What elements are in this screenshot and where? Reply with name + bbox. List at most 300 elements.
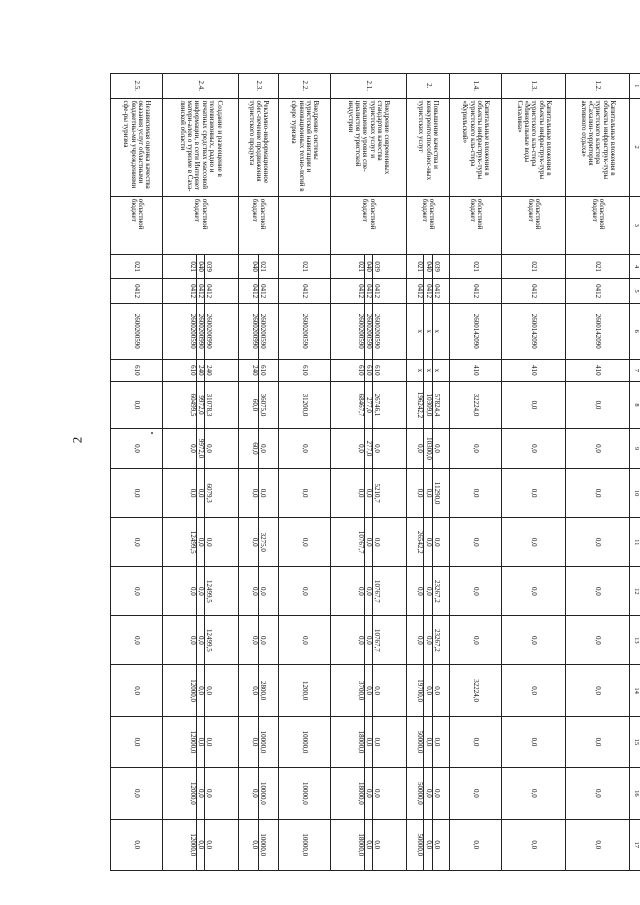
column-number: 11 bbox=[630, 518, 640, 567]
value-cell-c4 bbox=[502, 254, 566, 279]
value-line: 50000,0 bbox=[416, 730, 425, 754]
value-line: 0,0 bbox=[472, 488, 481, 498]
value-cell-c14 bbox=[279, 665, 331, 716]
value-line: 0,0 bbox=[188, 444, 197, 453]
value-line: 19700,0 bbox=[416, 679, 425, 703]
value-cell-c11 bbox=[502, 518, 566, 567]
value-cell-c10 bbox=[279, 469, 331, 518]
event-name-cell: Капитальные вложения в объекты инфраструк-туры туристского кла-стера «Курильский» bbox=[450, 98, 502, 196]
value-line: 0,0 bbox=[432, 665, 440, 715]
value-line: 021 bbox=[472, 261, 481, 272]
value-cell-c6 bbox=[450, 303, 502, 359]
value-cell-c16 bbox=[163, 768, 239, 819]
value-line: 9972,0 bbox=[196, 382, 204, 428]
value-line: 2600200990 bbox=[250, 313, 259, 349]
value-line: 039 bbox=[372, 255, 380, 279]
value-cell-c4 bbox=[331, 254, 407, 279]
row-number-cell: 1.3. bbox=[502, 74, 566, 99]
value-line: 60,0 bbox=[250, 398, 259, 412]
value-cell-c12 bbox=[163, 567, 239, 616]
value-line: 0,0 bbox=[188, 488, 197, 498]
value-line: 021 bbox=[258, 255, 266, 279]
value-line: 57824,4 bbox=[432, 382, 440, 428]
value-line: 021 bbox=[133, 261, 142, 272]
value-line: 26746,1 bbox=[372, 382, 380, 428]
value-cell-c11 bbox=[450, 518, 502, 567]
value-cell-c4 bbox=[111, 254, 163, 279]
value-line: 10300,0 bbox=[423, 429, 431, 468]
funding-source-cell bbox=[279, 196, 331, 254]
value-line: 610 bbox=[372, 360, 380, 381]
value-cell-c8 bbox=[238, 382, 278, 429]
value-line: 0,0 bbox=[301, 636, 310, 645]
event-name-cell: Капитальные вложения в объекты инфраструк-туры туристского кластера «Сахалин-территория активного отдыха» bbox=[566, 98, 630, 196]
value-line: 2600200590 bbox=[356, 313, 365, 349]
value-cell-c8 bbox=[331, 382, 407, 429]
value-line: 0,0 bbox=[196, 768, 204, 818]
value-cell-c6 bbox=[331, 303, 407, 359]
value-line: 410 bbox=[594, 365, 603, 376]
value-cell-c16 bbox=[111, 768, 163, 819]
value-line: 0,0 bbox=[530, 737, 539, 747]
value-line: 10767,7 bbox=[372, 567, 380, 615]
value-line: 0,0 bbox=[133, 488, 142, 498]
value-cell-c12 bbox=[331, 567, 407, 616]
row-number-cell: 2.4. bbox=[163, 74, 239, 99]
value-line: 0,0 bbox=[530, 488, 539, 498]
value-line: 0,0 bbox=[416, 488, 425, 498]
value-line: 0,0 bbox=[133, 686, 142, 696]
row-number-cell: 2. bbox=[406, 74, 449, 99]
value-cell-c8 bbox=[502, 382, 566, 429]
value-line: 0,0 bbox=[372, 717, 380, 767]
value-line: 60,0 bbox=[250, 442, 259, 455]
value-cell-c15 bbox=[450, 716, 502, 767]
column-number: 5 bbox=[630, 279, 640, 304]
value-line: 0,0 bbox=[432, 768, 440, 818]
value-line: 23267,2 bbox=[432, 567, 440, 615]
value-line: 0,0 bbox=[364, 616, 372, 664]
value-line: 0412 bbox=[258, 279, 266, 303]
value-cell-c14 bbox=[111, 665, 163, 716]
value-line: 2600200590 bbox=[133, 313, 142, 349]
value-line: 0,0 bbox=[188, 586, 197, 596]
budget-table bbox=[110, 73, 640, 871]
row-number-cell: 2.1. bbox=[331, 74, 407, 99]
value-cell-c15 bbox=[111, 716, 163, 767]
value-line: 410 bbox=[530, 365, 539, 376]
value-line: 0,0 bbox=[432, 717, 440, 767]
funding-source-cell: областной бюджет bbox=[450, 196, 502, 254]
value-line: 0,0 bbox=[204, 665, 212, 715]
value-cell-c11 bbox=[566, 518, 630, 567]
value-line: 0,0 bbox=[250, 737, 259, 747]
value-line: 0,0 bbox=[204, 820, 212, 870]
value-line: 3275,0 bbox=[258, 518, 266, 566]
column-number: 14 bbox=[630, 665, 640, 716]
value-cell-c7 bbox=[406, 359, 449, 381]
value-line: 0,0 bbox=[133, 840, 142, 850]
table-row bbox=[279, 74, 331, 871]
value-cell-c10 bbox=[566, 469, 630, 518]
value-line: 18000,0 bbox=[356, 833, 365, 857]
value-cell-c15 bbox=[406, 716, 449, 767]
value-line: 0412 bbox=[301, 284, 310, 299]
value-line: 610 bbox=[188, 365, 197, 376]
value-line: 0,0 bbox=[530, 686, 539, 696]
event-name-cell: Внедрение системы туристской навигации и инновационных техно-логий в сфере туризма bbox=[279, 98, 331, 196]
value-cell-c13 bbox=[502, 616, 566, 665]
event-name-cell: Рекламно-информационное обес-печение продвижения туристского продукта bbox=[238, 98, 278, 196]
value-line: 0,0 bbox=[530, 788, 539, 798]
value-line: 10000,0 bbox=[301, 833, 310, 857]
value-line: 0,0 bbox=[250, 488, 259, 498]
column-number: 1 bbox=[630, 74, 640, 99]
value-cell-c7 bbox=[331, 359, 407, 381]
value-cell-c4 bbox=[450, 254, 502, 279]
funding-source-cell: областной бюджет bbox=[238, 196, 278, 254]
value-cell-c5 bbox=[163, 279, 239, 304]
value-line: 0,0 bbox=[250, 636, 259, 645]
event-name-cell: Повышение качества и конкурентоспособнос-ных туристских услуг bbox=[406, 98, 449, 196]
value-line: 0412 bbox=[133, 284, 142, 299]
value-line: 2600200590 bbox=[258, 304, 266, 359]
value-line: 12000,0 bbox=[188, 833, 197, 857]
value-line: 0,0 bbox=[594, 686, 603, 696]
table-row bbox=[163, 74, 239, 871]
value-line: 0,0 bbox=[250, 840, 259, 850]
value-line: 0,0 bbox=[423, 717, 431, 767]
value-line: 0412 bbox=[196, 279, 204, 303]
value-cell-c9 bbox=[502, 428, 566, 468]
value-line: x bbox=[423, 304, 431, 359]
value-line: 0,0 bbox=[364, 665, 372, 715]
value-line: 0,0 bbox=[530, 586, 539, 596]
value-cell-c17 bbox=[406, 819, 449, 870]
value-line: 2600142090 bbox=[530, 313, 539, 349]
value-cell-c6 bbox=[566, 303, 630, 359]
value-line: 0,0 bbox=[472, 537, 481, 547]
value-line: 040 bbox=[423, 255, 431, 279]
value-line: 32224,0 bbox=[472, 679, 481, 703]
value-line: 23267,2 bbox=[432, 616, 440, 664]
value-cell-c10 bbox=[163, 469, 239, 518]
value-cell-c13 bbox=[406, 616, 449, 665]
funding-source-cell: областной бюджет bbox=[502, 196, 566, 254]
value-cell-c14 bbox=[502, 665, 566, 716]
value-line: 0,0 bbox=[372, 429, 380, 468]
value-cell-c14 bbox=[163, 665, 239, 716]
value-line: 0,0 bbox=[372, 768, 380, 818]
value-cell-c17 bbox=[450, 819, 502, 870]
value-cell-c11 bbox=[406, 518, 449, 567]
value-cell-c5 bbox=[450, 279, 502, 304]
value-line: 0,0 bbox=[530, 636, 539, 645]
value-cell-c8 bbox=[406, 382, 449, 429]
value-cell-c12 bbox=[279, 567, 331, 616]
event-name-cell: Капитальные вложения в объекты инфраструк-туры туристского кла-стера «Минеральные воды Сахалина» bbox=[502, 98, 566, 196]
table-row bbox=[450, 74, 502, 871]
value-line: 0,0 bbox=[356, 444, 365, 453]
value-line: 0412 bbox=[416, 284, 425, 299]
value-line: 0412 bbox=[372, 279, 380, 303]
value-line: 240 bbox=[204, 360, 212, 381]
value-cell-c6 bbox=[111, 303, 163, 359]
value-line: 0,0 bbox=[133, 444, 142, 453]
value-line: 610 bbox=[301, 365, 310, 376]
value-line: 021 bbox=[301, 261, 310, 272]
value-line: 0,0 bbox=[356, 636, 365, 645]
value-line: 10767,7 bbox=[372, 616, 380, 664]
value-line: 0412 bbox=[530, 284, 539, 299]
value-line: 2600200990 bbox=[204, 304, 212, 359]
value-cell-c8 bbox=[279, 382, 331, 429]
funding-source-cell: областной бюджет bbox=[406, 196, 449, 254]
value-cell-c10 bbox=[331, 469, 407, 518]
value-line: 36075,0 bbox=[258, 382, 266, 428]
column-number: 8 bbox=[630, 382, 640, 429]
value-cell-c5 bbox=[331, 279, 407, 304]
value-line: 18000,0 bbox=[356, 781, 365, 805]
value-line: 0,0 bbox=[301, 586, 310, 596]
value-line: 0,0 bbox=[133, 537, 142, 547]
value-cell-c15 bbox=[163, 716, 239, 767]
table-row bbox=[406, 74, 449, 871]
value-cell-c16 bbox=[331, 768, 407, 819]
value-line: 12000,0 bbox=[188, 730, 197, 754]
value-cell-c9 bbox=[111, 428, 163, 468]
value-cell-c13 bbox=[279, 616, 331, 665]
value-line: 12499,5 bbox=[204, 616, 212, 664]
column-number: 3 bbox=[630, 196, 640, 254]
value-cell-c14 bbox=[331, 665, 407, 716]
value-cell-c7 bbox=[450, 359, 502, 381]
value-line: 0,0 bbox=[196, 820, 204, 870]
table-row bbox=[331, 74, 407, 871]
value-line: 0,0 bbox=[364, 469, 372, 517]
value-line: 0,0 bbox=[250, 788, 259, 798]
value-cell-c16 bbox=[279, 768, 331, 819]
value-cell-c17 bbox=[279, 819, 331, 870]
value-line: x bbox=[416, 368, 425, 373]
value-cell-c14 bbox=[566, 665, 630, 716]
funding-source-cell: областной бюджет bbox=[566, 196, 630, 254]
value-cell-c8 bbox=[163, 382, 239, 429]
value-cell-c17 bbox=[111, 819, 163, 870]
value-cell-c5 bbox=[566, 279, 630, 304]
value-line: 0,0 bbox=[372, 820, 380, 870]
value-line: 0,0 bbox=[423, 768, 431, 818]
value-line: 0412 bbox=[423, 279, 431, 303]
value-line: 0412 bbox=[188, 284, 197, 299]
value-line: 0,0 bbox=[204, 429, 212, 468]
value-cell-c15 bbox=[331, 716, 407, 767]
value-cell-c7 bbox=[502, 359, 566, 381]
value-line: 0412 bbox=[472, 284, 481, 299]
value-line: 60499,5 bbox=[188, 393, 197, 417]
value-line: 10000,0 bbox=[301, 730, 310, 754]
value-line: 0,0 bbox=[423, 567, 431, 615]
value-line: 2600200590 bbox=[301, 313, 310, 349]
value-line: 410 bbox=[472, 365, 481, 376]
value-cell-c9 bbox=[566, 428, 630, 468]
value-line: 0,0 bbox=[258, 567, 266, 615]
value-cell-c11 bbox=[331, 518, 407, 567]
value-line: 2600200590 bbox=[188, 313, 197, 349]
value-cell-c4 bbox=[566, 254, 630, 279]
value-cell-c9 bbox=[331, 428, 407, 468]
value-line: 0,0 bbox=[594, 444, 603, 453]
event-name-cell: Создание и размещение в телевизионных, радио и печатных средствах массовой информации, в сети Интернет матери-алов о туризме в Саха-линской области bbox=[163, 98, 239, 196]
value-cell-c6 bbox=[502, 303, 566, 359]
value-line: 10000,0 bbox=[301, 781, 310, 805]
value-line: 0,0 bbox=[196, 616, 204, 664]
value-line: 11290,0 bbox=[432, 469, 440, 517]
column-number: 4 bbox=[630, 254, 640, 279]
value-line: 0,0 bbox=[356, 488, 365, 498]
value-line: 10000,0 bbox=[258, 717, 266, 767]
value-line: 0,0 bbox=[472, 444, 481, 453]
value-line: 196242,2 bbox=[416, 391, 425, 419]
value-cell-c10 bbox=[111, 469, 163, 518]
value-line: 0,0 bbox=[196, 567, 204, 615]
value-line: 610 bbox=[364, 360, 372, 381]
column-number: 10 bbox=[630, 469, 640, 518]
column-number: 13 bbox=[630, 616, 640, 665]
value-cell-c9 bbox=[406, 428, 449, 468]
value-cell-c8 bbox=[111, 382, 163, 429]
value-cell-c7 bbox=[279, 359, 331, 381]
value-line: 12499,5 bbox=[204, 567, 212, 615]
value-line: 0,0 bbox=[196, 665, 204, 715]
value-cell-c11 bbox=[111, 518, 163, 567]
value-line: 0,0 bbox=[356, 586, 365, 596]
value-cell-c17 bbox=[331, 819, 407, 870]
value-cell-c5 bbox=[406, 279, 449, 304]
value-cell-c6 bbox=[238, 303, 278, 359]
table-row bbox=[502, 74, 566, 871]
funding-source-cell: областной бюджет bbox=[163, 196, 239, 254]
value-cell-c13 bbox=[566, 616, 630, 665]
page-number: 2 bbox=[69, 436, 85, 444]
value-line: 0,0 bbox=[594, 737, 603, 747]
value-line: 18000,0 bbox=[356, 730, 365, 754]
event-name-cell: Независимая оценка качества оказания услуг областными бюджетны-ми учреждениями сфе-ры туризма bbox=[111, 98, 163, 196]
value-line: 0,0 bbox=[594, 400, 603, 410]
value-line: 0,0 bbox=[250, 686, 259, 696]
value-cell-c12 bbox=[450, 567, 502, 616]
value-cell-c8 bbox=[450, 382, 502, 429]
column-number-row bbox=[630, 74, 640, 871]
table-body bbox=[111, 74, 640, 871]
value-cell-c16 bbox=[502, 768, 566, 819]
value-cell-c12 bbox=[502, 567, 566, 616]
value-line: 0,0 bbox=[594, 537, 603, 547]
value-line: 10309,0 bbox=[423, 382, 431, 428]
value-line: 12499,5 bbox=[188, 530, 197, 554]
value-line: 0,0 bbox=[530, 400, 539, 410]
value-line: 50000,0 bbox=[416, 833, 425, 857]
value-cell-c5 bbox=[238, 279, 278, 304]
table-row bbox=[238, 74, 278, 871]
value-line: 0412 bbox=[204, 279, 212, 303]
value-line: 26542,2 bbox=[416, 530, 425, 554]
value-line: 0,0 bbox=[301, 537, 310, 547]
row-number-cell: 1.2. bbox=[566, 74, 630, 99]
value-cell-c11 bbox=[163, 518, 239, 567]
value-line: 0,0 bbox=[594, 788, 603, 798]
value-cell-c15 bbox=[238, 716, 278, 767]
value-line: 021 bbox=[188, 261, 197, 272]
value-cell-c14 bbox=[238, 665, 278, 716]
value-line: 10000,0 bbox=[258, 820, 266, 870]
value-line: x bbox=[416, 329, 425, 334]
value-cell-c10 bbox=[406, 469, 449, 518]
value-line: x bbox=[432, 360, 440, 381]
value-line: 0,0 bbox=[133, 737, 142, 747]
value-line: 0,0 bbox=[530, 840, 539, 850]
value-cell-c16 bbox=[238, 768, 278, 819]
value-line: 0,0 bbox=[416, 636, 425, 645]
value-cell-c7 bbox=[111, 359, 163, 381]
value-line: 68467,7 bbox=[356, 393, 365, 417]
value-line: 2600142090 bbox=[472, 313, 481, 349]
value-line: 0,0 bbox=[372, 665, 380, 715]
value-line: 0,0 bbox=[204, 717, 212, 767]
value-cell-c9 bbox=[279, 428, 331, 468]
value-cell-c4 bbox=[163, 254, 239, 279]
value-line: 0,0 bbox=[472, 636, 481, 645]
value-line: 021 bbox=[416, 261, 425, 272]
table-row bbox=[111, 74, 163, 871]
value-cell-c9 bbox=[238, 428, 278, 468]
value-line: 0,0 bbox=[133, 586, 142, 596]
value-line: 0412 bbox=[356, 284, 365, 299]
value-line: 0,0 bbox=[423, 820, 431, 870]
value-cell-c6 bbox=[406, 303, 449, 359]
value-line: 0,0 bbox=[196, 518, 204, 566]
row-number-cell: 1.4. bbox=[450, 74, 502, 99]
value-line: 6079,3 bbox=[204, 469, 212, 517]
row-number-cell: 2.3. bbox=[238, 74, 278, 99]
value-line: 12000,0 bbox=[188, 679, 197, 703]
value-line: 2600200590 bbox=[364, 304, 372, 359]
value-cell-c16 bbox=[450, 768, 502, 819]
value-line: 31078,3 bbox=[204, 382, 212, 428]
value-line: 0,0 bbox=[423, 616, 431, 664]
row-number-cell: 2.2. bbox=[279, 74, 331, 99]
value-cell-c15 bbox=[566, 716, 630, 767]
column-number: 17 bbox=[630, 819, 640, 870]
value-line: 0,0 bbox=[301, 444, 310, 453]
value-cell-c7 bbox=[238, 359, 278, 381]
value-line: 0,0 bbox=[133, 788, 142, 798]
value-line: 0,0 bbox=[258, 616, 266, 664]
value-cell-c13 bbox=[163, 616, 239, 665]
value-cell-c13 bbox=[238, 616, 278, 665]
value-line: 2600142090 bbox=[594, 313, 603, 349]
value-cell-c12 bbox=[406, 567, 449, 616]
value-line: 0,0 bbox=[364, 820, 372, 870]
value-cell-c8 bbox=[566, 382, 630, 429]
value-line: 5210,7 bbox=[372, 469, 380, 517]
value-cell-c4 bbox=[279, 254, 331, 279]
value-line: 0412 bbox=[250, 284, 259, 299]
value-cell-c10 bbox=[450, 469, 502, 518]
value-line: 021 bbox=[530, 261, 539, 272]
value-cell-c11 bbox=[238, 518, 278, 567]
value-line: 039 bbox=[204, 255, 212, 279]
